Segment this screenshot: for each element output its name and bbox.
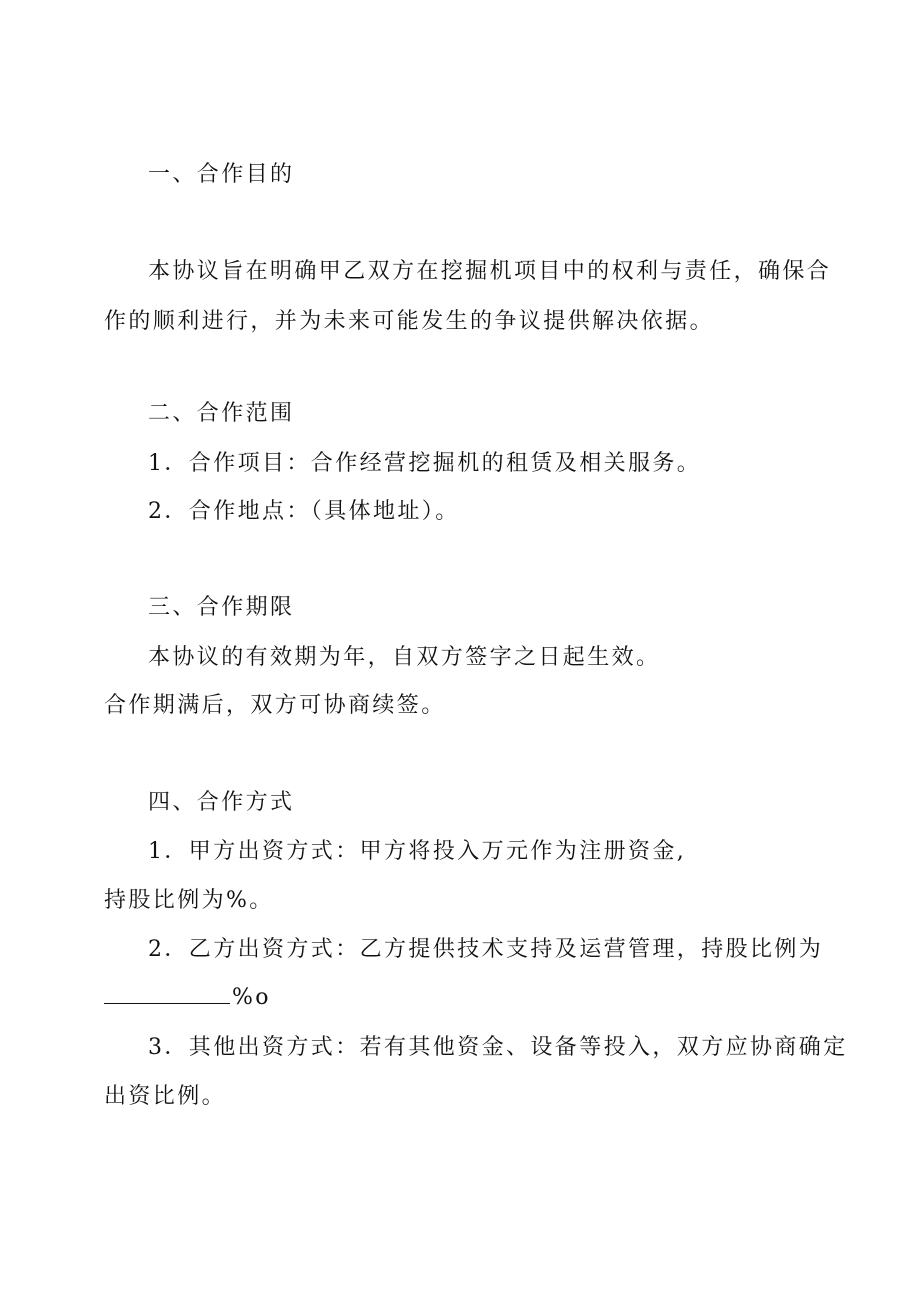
section-4-item-3-line-2: 出资比例。 [104,1084,227,1109]
section-1-paragraph-line-2: 作的顺利进行，并为未来可能发生的争议提供解决依据。 [104,309,715,334]
section-4-item-2-suffix: %o [232,985,271,1010]
section-4-item-2-line-2 [104,983,271,1012]
section-4-item-3-line-1: 3．其他出资方式：若有其他资金、设备等投入，双方应协商确定 [148,1035,848,1060]
section-2-heading: 二、合作范围 [148,401,295,426]
section-3-heading: 三、合作期限 [148,595,295,620]
section-3-line-2: 合作期满后，双方可协商续签。 [104,693,446,718]
fill-in-blank-line [104,983,230,1004]
section-4-heading: 四、合作方式 [148,790,295,815]
section-3-line-1: 本协议的有效期为年，自双方签字之日起生效。 [148,645,661,670]
section-2-item-1: 1．合作项目：合作经营挖掘机的租赁及相关服务。 [148,451,702,476]
section-4-item-2-line-1: 2．乙方出资方式：乙方提供技术支持及运营管理，持股比例为 [148,937,824,962]
section-4-item-1-line-1: 1．甲方出资方式：甲方将投入万元作为注册资金, [148,839,687,864]
section-4-item-1-line-2: 持股比例为%。 [104,888,274,913]
section-1-heading: 一、合作目的 [148,162,295,187]
section-1-paragraph-line-1: 本协议旨在明确甲乙双方在挖掘机项目中的权利与责任，确保合 [148,259,832,284]
section-2-item-2: 2．合作地点：（具体地址）。 [148,499,460,524]
